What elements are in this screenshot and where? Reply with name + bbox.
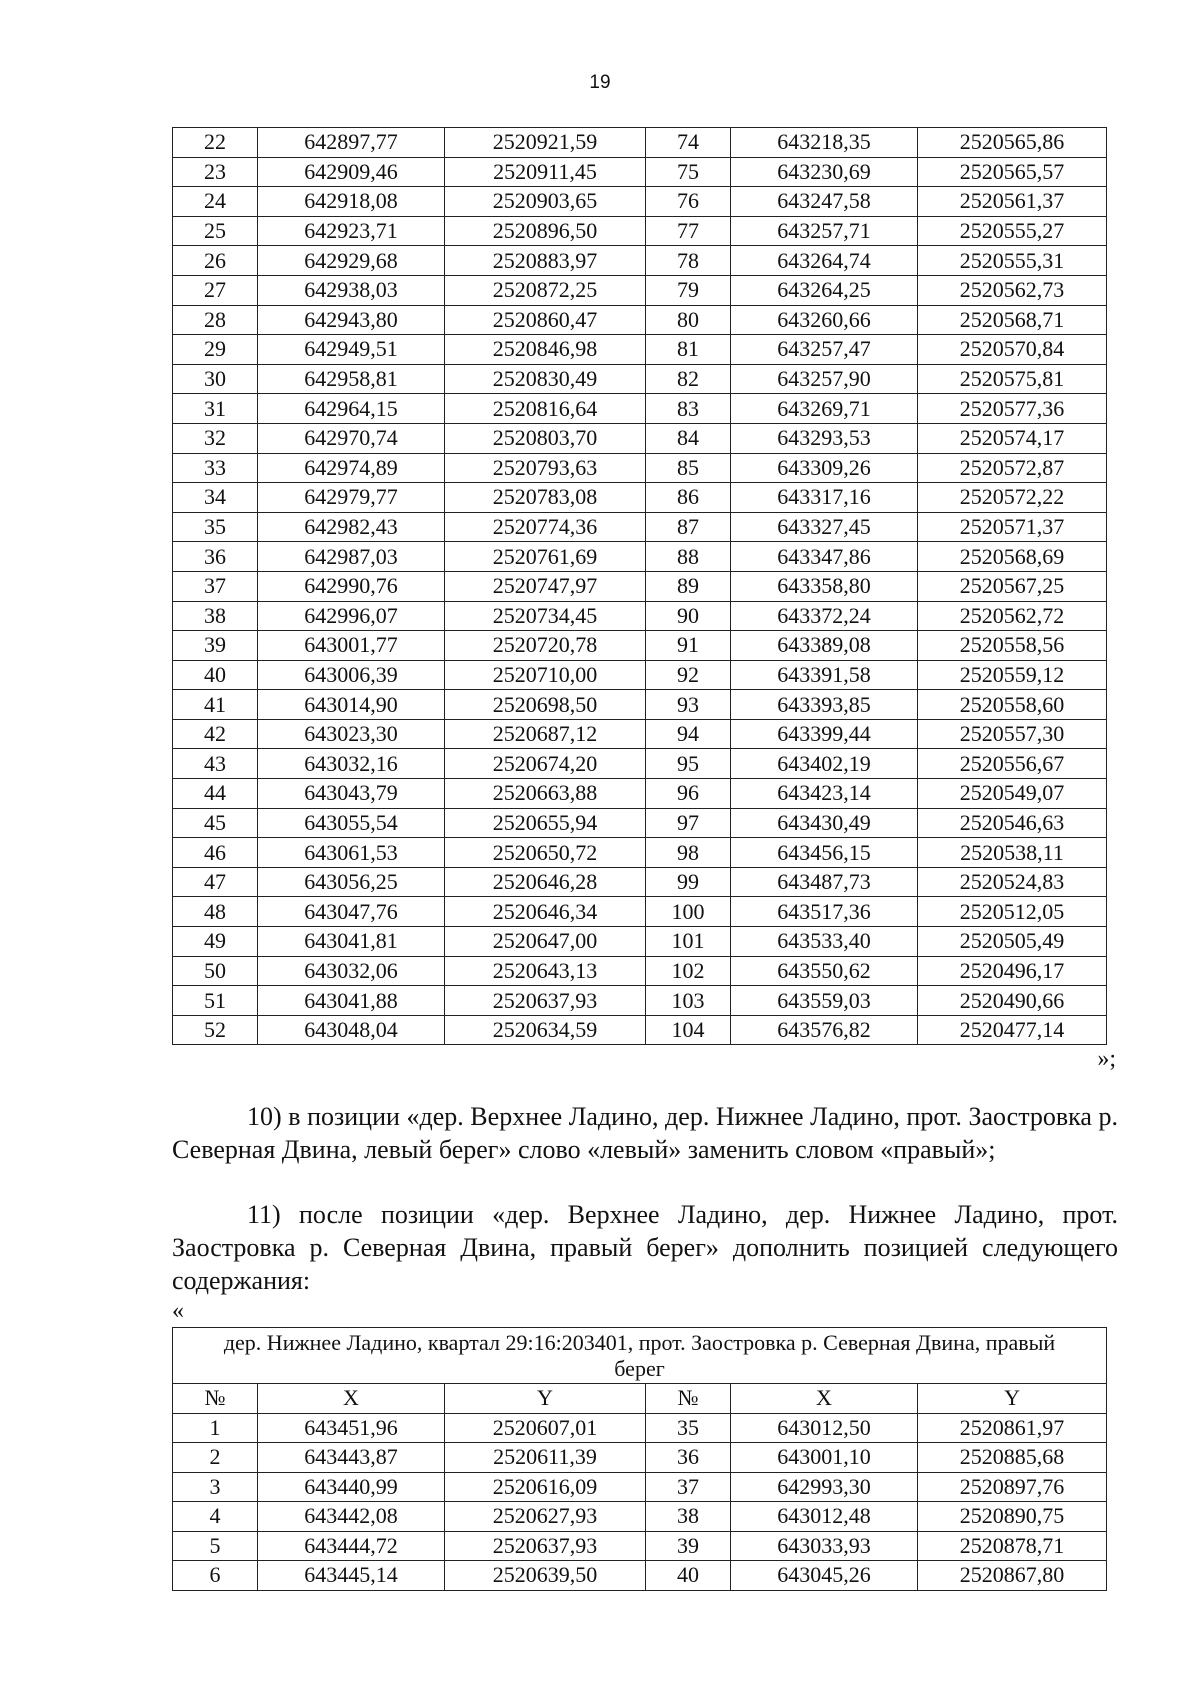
- table-cell: 2520643,13: [445, 956, 646, 986]
- table-cell: 35: [646, 1413, 731, 1443]
- table-cell: 642964,15: [258, 394, 445, 424]
- table-cell: 643451,96: [258, 1413, 445, 1443]
- table-cell: 643012,48: [731, 1502, 918, 1532]
- table-cell: 2520861,97: [918, 1413, 1107, 1443]
- table-cell: 2520538,11: [918, 838, 1107, 868]
- table-cell: 643041,81: [258, 927, 445, 957]
- table-cell: 28: [173, 305, 258, 335]
- table-cell: 643264,25: [731, 275, 918, 305]
- table-cell: 3: [173, 1472, 258, 1502]
- table-cell: 642938,03: [258, 275, 445, 305]
- table-row: [173, 157, 1107, 187]
- table-cell: 36: [646, 1443, 731, 1473]
- table-cell: 2520816,64: [445, 394, 646, 424]
- table-cell: 87: [646, 512, 731, 542]
- table-cell: 2520897,76: [918, 1472, 1107, 1502]
- table-row: [173, 631, 1107, 661]
- table-cell: 93: [646, 690, 731, 720]
- table-cell: 643559,03: [731, 986, 918, 1016]
- table-cell: 643443,87: [258, 1443, 445, 1473]
- table-cell: 2520570,84: [918, 335, 1107, 365]
- table-cell: 643309,26: [731, 453, 918, 483]
- table-cell: 36: [173, 542, 258, 572]
- table-cell: 643014,90: [258, 690, 445, 720]
- table-cell: 2520558,56: [918, 631, 1107, 661]
- table-cell: 643456,15: [731, 838, 918, 868]
- table-cell: 2520574,17: [918, 423, 1107, 453]
- table-cell: 100: [646, 897, 731, 927]
- table-cell: 2520607,01: [445, 1413, 646, 1443]
- table-cell: 39: [173, 631, 258, 661]
- table-cell: 2520577,36: [918, 394, 1107, 424]
- table-cell: 2520637,93: [445, 986, 646, 1016]
- table-cell: 643218,35: [731, 128, 918, 158]
- table-row: [173, 927, 1107, 957]
- table-cell: 41: [173, 690, 258, 720]
- table-cell: 2520568,71: [918, 305, 1107, 335]
- table-cell: 26: [173, 246, 258, 276]
- table-cell: 2520830,49: [445, 364, 646, 394]
- opening-quote: «: [172, 1298, 184, 1324]
- table-cell: 642996,07: [258, 601, 445, 631]
- table-header-cell: X: [731, 1384, 918, 1414]
- table-cell: 42: [173, 719, 258, 749]
- table-row: [173, 305, 1107, 335]
- table-cell: 37: [646, 1472, 731, 1502]
- table-header-cell: №: [173, 1384, 258, 1414]
- table-cell: 643043,79: [258, 779, 445, 809]
- table-row: [173, 1443, 1107, 1473]
- paragraph-item-10: [172, 1100, 1118, 1166]
- table-cell: 2520890,75: [918, 1502, 1107, 1532]
- table-cell: 2520655,94: [445, 808, 646, 838]
- table-row: [173, 1472, 1107, 1502]
- table-cell: 643257,71: [731, 216, 918, 246]
- table-cell: 643391,58: [731, 660, 918, 690]
- table-cell: 643372,24: [731, 601, 918, 631]
- table-cell: 2520634,59: [445, 1015, 646, 1045]
- table-cell: 643517,36: [731, 897, 918, 927]
- table-cell: 2520490,66: [918, 986, 1107, 1016]
- table-cell: 2520556,67: [918, 749, 1107, 779]
- table-cell: 643061,53: [258, 838, 445, 868]
- table-cell: 2520734,45: [445, 601, 646, 631]
- table-header-cell: №: [646, 1384, 731, 1414]
- table-cell: 2520572,87: [918, 453, 1107, 483]
- table-cell: 46: [173, 838, 258, 868]
- table-row: [173, 956, 1107, 986]
- table-cell: 643445,14: [258, 1561, 445, 1591]
- table-cell: 2520555,27: [918, 216, 1107, 246]
- table-cell: 1: [173, 1413, 258, 1443]
- table-cell: 643317,16: [731, 483, 918, 513]
- table-cell: 642993,30: [731, 1472, 918, 1502]
- table-cell: 78: [646, 246, 731, 276]
- table-cell: 38: [646, 1502, 731, 1532]
- table-row: [173, 1015, 1107, 1045]
- table-cell: 101: [646, 927, 731, 957]
- table-cell: 2: [173, 1443, 258, 1473]
- table-cell: 643033,93: [731, 1531, 918, 1561]
- table-cell: 2520793,63: [445, 453, 646, 483]
- table-cell: 89: [646, 571, 731, 601]
- table-cell: 2520571,37: [918, 512, 1107, 542]
- table-cell: 2520872,25: [445, 275, 646, 305]
- table-header-cell: Y: [918, 1384, 1107, 1414]
- table-cell: 92: [646, 660, 731, 690]
- table-cell: 96: [646, 779, 731, 809]
- table-cell: 643269,71: [731, 394, 918, 424]
- table-row: [173, 986, 1107, 1016]
- table-header-row: [173, 1384, 1107, 1414]
- table-cell: 2520637,93: [445, 1531, 646, 1561]
- table-cell: 2520555,31: [918, 246, 1107, 276]
- table-cell: 35: [173, 512, 258, 542]
- table-cell: 2520646,28: [445, 867, 646, 897]
- table-row: [173, 897, 1107, 927]
- table-cell: 2520803,70: [445, 423, 646, 453]
- table-row: [173, 423, 1107, 453]
- table-cell: 2520720,78: [445, 631, 646, 661]
- table-cell: 30: [173, 364, 258, 394]
- table-cell: 2520903,65: [445, 187, 646, 217]
- table-cell: 2520627,93: [445, 1502, 646, 1532]
- table-row: [173, 483, 1107, 513]
- table-cell: 2520674,20: [445, 749, 646, 779]
- table-cell: 642949,51: [258, 335, 445, 365]
- table-cell: 2520878,71: [918, 1531, 1107, 1561]
- table-cell: 82: [646, 364, 731, 394]
- table-cell: 49: [173, 927, 258, 957]
- table-row: [173, 571, 1107, 601]
- table-cell: 104: [646, 1015, 731, 1045]
- table-cell: 40: [173, 660, 258, 690]
- table-cell: 643023,30: [258, 719, 445, 749]
- table-cell: 2520747,97: [445, 571, 646, 601]
- table-cell: 2520846,98: [445, 335, 646, 365]
- table-cell: 29: [173, 335, 258, 365]
- table-row: [173, 749, 1107, 779]
- table-cell: 2520774,36: [445, 512, 646, 542]
- table-cell: 2520561,37: [918, 187, 1107, 217]
- table-cell: 95: [646, 749, 731, 779]
- table-cell: 77: [646, 216, 731, 246]
- table-row: [173, 512, 1107, 542]
- table-cell: 643327,45: [731, 512, 918, 542]
- table-cell: 51: [173, 986, 258, 1016]
- table-cell: 74: [646, 128, 731, 158]
- table-cell: 2520921,59: [445, 128, 646, 158]
- table-cell: 86: [646, 483, 731, 513]
- table-row: [173, 275, 1107, 305]
- table-cell: 43: [173, 749, 258, 779]
- table-cell: 643264,74: [731, 246, 918, 276]
- table-cell: 643001,77: [258, 631, 445, 661]
- table-cell: 2520867,80: [918, 1561, 1107, 1591]
- table-cell: 642943,80: [258, 305, 445, 335]
- table-caption-row: [173, 1328, 1107, 1384]
- table-cell: 37: [173, 571, 258, 601]
- table-cell: 45: [173, 808, 258, 838]
- table-cell: 5: [173, 1531, 258, 1561]
- table-cell: 85: [646, 453, 731, 483]
- table-cell: 34: [173, 483, 258, 513]
- table-cell: 643032,16: [258, 749, 445, 779]
- table-cell: 643055,54: [258, 808, 445, 838]
- table-cell: 103: [646, 986, 731, 1016]
- table-row: [173, 128, 1107, 158]
- table-cell: 643399,44: [731, 719, 918, 749]
- table-cell: 2520557,30: [918, 719, 1107, 749]
- table-cell: 643440,99: [258, 1472, 445, 1502]
- table-cell: 25: [173, 216, 258, 246]
- table-cell: 2520647,00: [445, 927, 646, 957]
- table-cell: 48: [173, 897, 258, 927]
- table-cell: 90: [646, 601, 731, 631]
- table-cell: 642958,81: [258, 364, 445, 394]
- table-row: [173, 453, 1107, 483]
- table-row: [173, 1502, 1107, 1532]
- table-cell: 643041,88: [258, 986, 445, 1016]
- table-cell: 2520477,14: [918, 1015, 1107, 1045]
- table-cell: 2520558,60: [918, 690, 1107, 720]
- table-cell: 642979,77: [258, 483, 445, 513]
- table-cell: 4: [173, 1502, 258, 1532]
- table-cell: 643576,82: [731, 1015, 918, 1045]
- table-cell: 98: [646, 838, 731, 868]
- table-cell: 27: [173, 275, 258, 305]
- table-cell: 102: [646, 956, 731, 986]
- table-row: [173, 601, 1107, 631]
- table-cell: 643423,14: [731, 779, 918, 809]
- table-cell: 643358,80: [731, 571, 918, 601]
- table-cell: 2520783,08: [445, 483, 646, 513]
- table-cell: 32: [173, 423, 258, 453]
- table-cell: 2520883,97: [445, 246, 646, 276]
- paragraph-10-text: 10) в позиции «дер. Верхнее Ладино, дер. Нижнее Ладино, прот. Заостровка р. Северная Двина, левый берег» слово «левый» заменить словом «правый»;: [172, 1102, 1118, 1164]
- table-cell: 2520559,12: [918, 660, 1107, 690]
- table-cell: 2520646,34: [445, 897, 646, 927]
- table-cell: 2520761,69: [445, 542, 646, 572]
- table-cell: 2520616,09: [445, 1472, 646, 1502]
- table-cell: 6: [173, 1561, 258, 1591]
- table-cell: 643533,40: [731, 927, 918, 957]
- table-cell: 2520687,12: [445, 719, 646, 749]
- table-cell: 22: [173, 128, 258, 158]
- table-cell: 643257,90: [731, 364, 918, 394]
- table-cell: 75: [646, 157, 731, 187]
- table-row: [173, 246, 1107, 276]
- table-cell: 643442,08: [258, 1502, 445, 1532]
- table-cell: 99: [646, 867, 731, 897]
- table-cell: 2520549,07: [918, 779, 1107, 809]
- table-cell: 76: [646, 187, 731, 217]
- table-cell: 643006,39: [258, 660, 445, 690]
- coordinates-table-new-position: [172, 1327, 1107, 1591]
- table-cell: 643048,04: [258, 1015, 445, 1045]
- table-cell: 52: [173, 1015, 258, 1045]
- table-cell: 2520512,05: [918, 897, 1107, 927]
- table-row: [173, 779, 1107, 809]
- table-cell: 643247,58: [731, 187, 918, 217]
- table-cell: 642990,76: [258, 571, 445, 601]
- table-cell: 2520860,47: [445, 305, 646, 335]
- table-cell: 642897,77: [258, 128, 445, 158]
- table-cell: 2520639,50: [445, 1561, 646, 1591]
- table-cell: 2520505,49: [918, 927, 1107, 957]
- table-cell: 643444,72: [258, 1531, 445, 1561]
- closing-quote: »;: [1097, 1046, 1116, 1072]
- page-number: 19: [589, 72, 611, 93]
- table-row: [173, 1561, 1107, 1591]
- table-cell: 642918,08: [258, 187, 445, 217]
- table-row: [173, 808, 1107, 838]
- table-cell: 2520885,68: [918, 1443, 1107, 1473]
- table-cell: 642923,71: [258, 216, 445, 246]
- table-cell: 47: [173, 867, 258, 897]
- table-cell: 2520562,73: [918, 275, 1107, 305]
- table-cell: 643402,19: [731, 749, 918, 779]
- table-cell: 44: [173, 779, 258, 809]
- table-cell: 79: [646, 275, 731, 305]
- table-cell: 50: [173, 956, 258, 986]
- table-cell: 2520575,81: [918, 364, 1107, 394]
- table-row: [173, 1413, 1107, 1443]
- table-cell: 31: [173, 394, 258, 424]
- table-cell: 2520710,00: [445, 660, 646, 690]
- table-row: [173, 719, 1107, 749]
- table-cell: 2520650,72: [445, 838, 646, 868]
- table-cell: 643389,08: [731, 631, 918, 661]
- table-cell: 643550,62: [731, 956, 918, 986]
- paragraph-item-11: [172, 1198, 1118, 1297]
- table-cell: 97: [646, 808, 731, 838]
- table-cell: 642929,68: [258, 246, 445, 276]
- table-row: [173, 838, 1107, 868]
- table-cell: 2520698,50: [445, 690, 646, 720]
- table-cell: 88: [646, 542, 731, 572]
- table-cell: 2520611,39: [445, 1443, 646, 1473]
- table-cell: 643430,49: [731, 808, 918, 838]
- table-cell: 642982,43: [258, 512, 445, 542]
- table-cell: 23: [173, 157, 258, 187]
- table-cell: 2520565,86: [918, 128, 1107, 158]
- table-row: [173, 335, 1107, 365]
- table-cell: 38: [173, 601, 258, 631]
- table-header-cell: X: [258, 1384, 445, 1414]
- table-cell: 643260,66: [731, 305, 918, 335]
- table-cell: 643012,50: [731, 1413, 918, 1443]
- coordinates-table-continued: [172, 127, 1107, 1045]
- table-cell: 642974,89: [258, 453, 445, 483]
- table-cell: 2520546,63: [918, 808, 1107, 838]
- table-cell: 643257,47: [731, 335, 918, 365]
- table-cell: 2520572,22: [918, 483, 1107, 513]
- table-cell: 643045,26: [731, 1561, 918, 1591]
- table-cell: 642909,46: [258, 157, 445, 187]
- table-row: [173, 394, 1107, 424]
- table-cell: 39: [646, 1531, 731, 1561]
- table-cell: 2520911,45: [445, 157, 646, 187]
- table-cell: 2520663,88: [445, 779, 646, 809]
- table-cell: 83: [646, 394, 731, 424]
- table-row: [173, 542, 1107, 572]
- table-row: [173, 216, 1107, 246]
- table-cell: 80: [646, 305, 731, 335]
- table-caption: дер. Нижнее Ладино, квартал 29:16:203401, прот. Заостровка р. Северная Двина, правый берег: [173, 1328, 1107, 1384]
- table-cell: 40: [646, 1561, 731, 1591]
- table-cell: 643230,69: [731, 157, 918, 187]
- table-cell: 2520568,69: [918, 542, 1107, 572]
- table-cell: 24: [173, 187, 258, 217]
- table-row: [173, 1531, 1107, 1561]
- table-cell: 643056,25: [258, 867, 445, 897]
- table-row: [173, 690, 1107, 720]
- table-cell: 643293,53: [731, 423, 918, 453]
- table-cell: 2520565,57: [918, 157, 1107, 187]
- table-cell: 643393,85: [731, 690, 918, 720]
- table-cell: 643487,73: [731, 867, 918, 897]
- table-row: [173, 187, 1107, 217]
- table-cell: 2520524,83: [918, 867, 1107, 897]
- table-cell: 84: [646, 423, 731, 453]
- table-cell: 643001,10: [731, 1443, 918, 1473]
- table-cell: 33: [173, 453, 258, 483]
- table-cell: 94: [646, 719, 731, 749]
- table-cell: 81: [646, 335, 731, 365]
- table-header-cell: Y: [445, 1384, 646, 1414]
- table-cell: 643032,06: [258, 956, 445, 986]
- table-cell: 2520562,72: [918, 601, 1107, 631]
- paragraph-11-text: 11) после позиции «дер. Верхнее Ладино, дер. Нижнее Ладино, прот. Заостровка р. Северная Двина, правый берег» дополнить позицией следующего содержания:: [172, 1200, 1118, 1295]
- table-row: [173, 364, 1107, 394]
- table-row: [173, 660, 1107, 690]
- table-row: [173, 867, 1107, 897]
- table-cell: 2520896,50: [445, 216, 646, 246]
- table-cell: 91: [646, 631, 731, 661]
- table-cell: 643047,76: [258, 897, 445, 927]
- table-cell: 642970,74: [258, 423, 445, 453]
- table-cell: 2520496,17: [918, 956, 1107, 986]
- table-cell: 643347,86: [731, 542, 918, 572]
- table-cell: 2520567,25: [918, 571, 1107, 601]
- table-cell: 642987,03: [258, 542, 445, 572]
